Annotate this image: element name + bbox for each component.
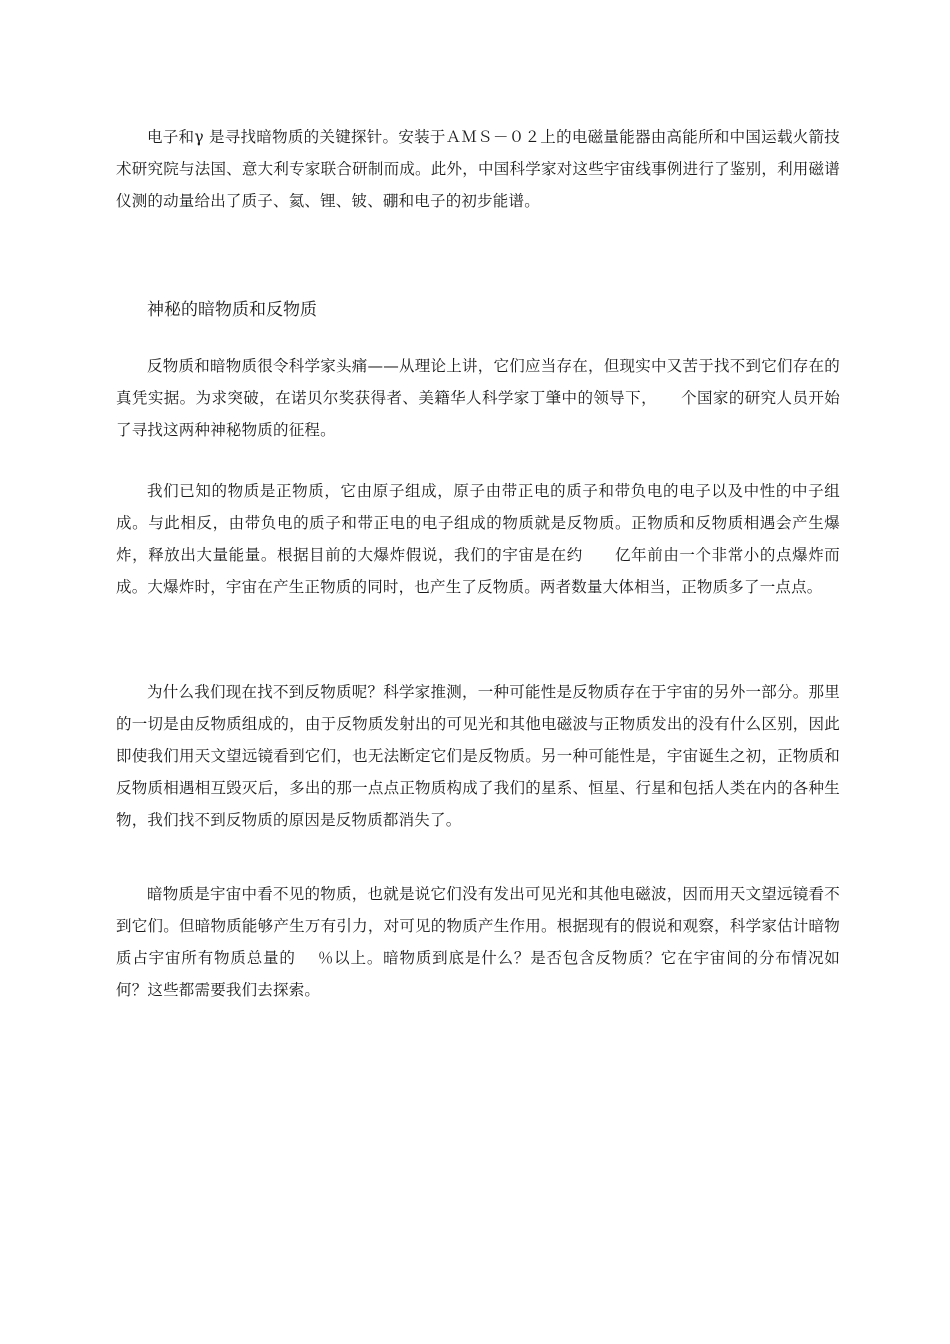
body-paragraph: 反物质和暗物质很令科学家头痛——从理论上讲，它们应当存在，但现实中又苦于找不到它们存在的真凭实据。为求突破，在诺贝尔奖获得者、美籍华人科学家丁肇中的领导下， 个国家的研究人员开始了寻找这两种神秘物质的征程。: [116, 357, 840, 439]
body-paragraph: 暗物质是宇宙中看不见的物质，也就是说它们没有发出可见光和其他电磁波，因而用天文望远镜看不到它们。但暗物质能够产生万有引力，对可见的物质产生作用。根据现有的假说和观察，科学家估计暗物质占宇宙所有物质总量的 ％以上。暗物质到底是什么？是否包含反物质？它在宇宙间的分布情况如何？这些都需要我们去探索。: [116, 885, 840, 999]
section-heading: 神秘的暗物质和反物质: [147, 300, 317, 320]
body-paragraph: 电子和γ 是寻找暗物质的关键探针。安装于ＡＭＳ－０２上的电磁量能器由高能所和中国运载火箭技术研究院与法国、意大利专家联合研制而成。此外，中国科学家对这些宇宙线事例进行了鉴别，利用磁谱仪测的动量给出了质子、氦、锂、铍、硼和电子的初步能谱。: [116, 128, 840, 210]
body-paragraph: 为什么我们现在找不到反物质呢？科学家推测，一种可能性是反物质存在于宇宙的另外一部分。那里的一切是由反物质组成的，由于反物质发射出的可见光和其他电磁波与正物质发出的没有什么区别，因此即使我们用天文望远镜看到它们，也无法断定它们是反物质。另一种可能性是，宇宙诞生之初，正物质和反物质相遇相互毁灭后，多出的那一点点正物质构成了我们的星系、恒星、行星和包括人类在内的各种生物，我们找不到反物质的原因是反物质都消失了。: [116, 683, 840, 829]
body-paragraph: 我们已知的物质是正物质，它由原子组成，原子由带正电的质子和带负电的电子以及中性的中子组成。与此相反，由带负电的质子和带正电的电子组成的物质就是反物质。正物质和反物质相遇会产生爆炸，释放出大量能量。根据目前的大爆炸假说，我们的宇宙是在约 亿年前由一个非常小的点爆炸而成。大爆炸时，宇宙在产生正物质的同时，也产生了反物质。两者数量大体相当，正物质多了一点点。: [116, 482, 840, 596]
